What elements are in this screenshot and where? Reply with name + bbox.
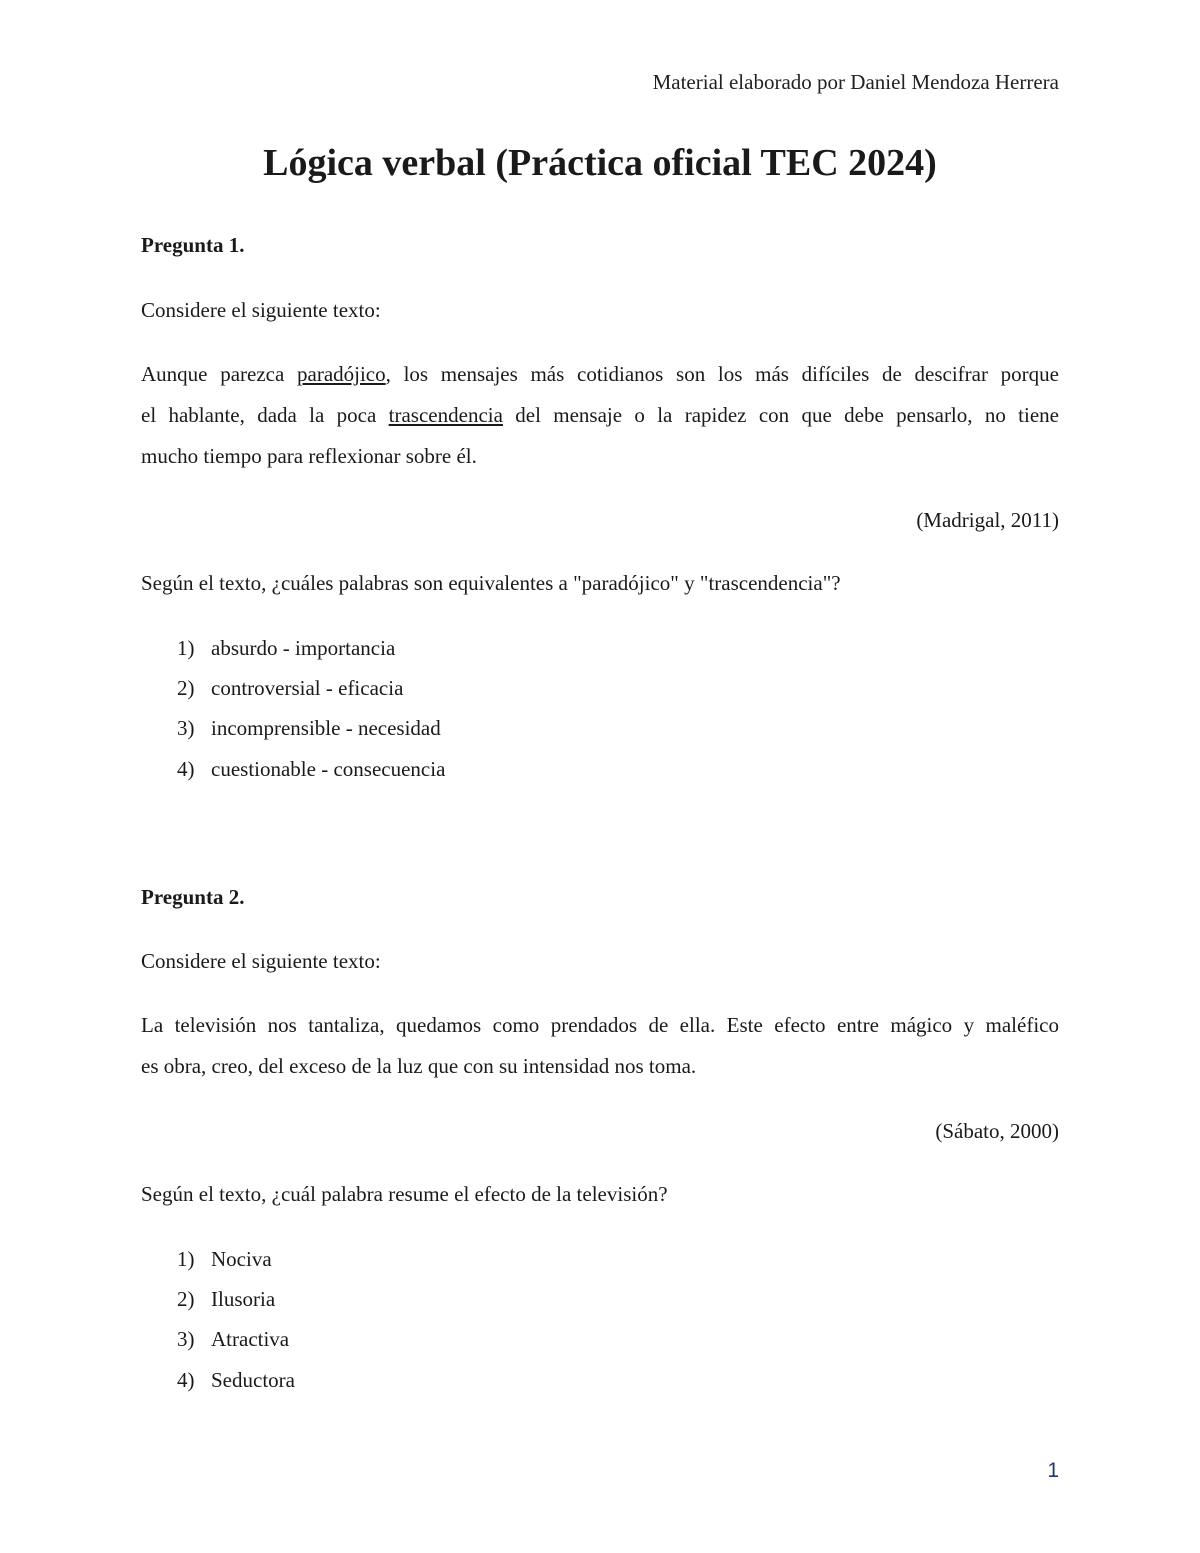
page-number: 1 bbox=[1047, 1459, 1059, 1482]
question-2-option-2 bbox=[177, 1287, 275, 1312]
option-number: 1) bbox=[177, 1247, 195, 1271]
option-number: 3) bbox=[177, 716, 195, 740]
option-number: 1) bbox=[177, 636, 195, 660]
option-number: 4) bbox=[177, 1368, 195, 1392]
passage-text: , los mensajes más cotidianos son los más difíciles de descifrar porque bbox=[385, 362, 1059, 386]
passage-text: el hablante, dada la poca bbox=[141, 403, 389, 427]
option-text: controversial - eficacia bbox=[211, 676, 404, 700]
question-2-prompt: Según el texto, ¿cuál palabra resume el efecto de la televisión? bbox=[141, 1182, 668, 1206]
page-header: Material elaborado por Daniel Mendoza Herrera bbox=[652, 70, 1059, 94]
option-text: Seductora bbox=[211, 1368, 295, 1392]
question-1-passage-line-3: mucho tiempo para reflexionar sobre él. bbox=[141, 444, 477, 468]
option-number: 2) bbox=[177, 1287, 195, 1311]
question-2-passage-line-2: es obra, creo, del exceso de la luz que con su intensidad nos toma. bbox=[141, 1054, 697, 1078]
question-1-option-2 bbox=[177, 676, 403, 701]
option-number: 3) bbox=[177, 1327, 195, 1351]
question-1-option-1 bbox=[177, 636, 395, 661]
question-1-intro: Considere el siguiente texto: bbox=[141, 298, 381, 322]
question-2-intro: Considere el siguiente texto: bbox=[141, 949, 381, 973]
question-2-citation: (Sábato, 2000) bbox=[935, 1119, 1059, 1143]
underlined-word-paradojico: paradójico bbox=[297, 362, 386, 386]
option-text: Nociva bbox=[211, 1247, 272, 1271]
option-text: Atractiva bbox=[211, 1327, 290, 1351]
question-1-heading: Pregunta 1. bbox=[141, 233, 245, 257]
question-1-passage-line-2 bbox=[141, 403, 1059, 428]
document-title: Lógica verbal (Práctica oficial TEC 2024) bbox=[263, 142, 937, 184]
question-2-option-3 bbox=[177, 1327, 289, 1352]
passage-text: Aunque parezca bbox=[141, 362, 297, 386]
question-1-citation: (Madrigal, 2011) bbox=[916, 508, 1059, 532]
question-1-prompt: Según el texto, ¿cuáles palabras son equivalentes a "paradójico" y "trascendencia"? bbox=[141, 571, 841, 595]
option-number: 2) bbox=[177, 676, 195, 700]
option-text: Ilusoria bbox=[211, 1287, 276, 1311]
question-1-option-3 bbox=[177, 716, 441, 741]
question-2-passage-line-1: La televisión nos tantaliza, quedamos como prendados de ella. Este efecto entre mágico y maléfico bbox=[141, 1013, 1059, 1037]
option-text: absurdo - importancia bbox=[211, 636, 396, 660]
option-text: incomprensible - necesidad bbox=[211, 716, 441, 740]
passage-text: del mensaje o la rapidez con que debe pensarlo, no tiene bbox=[502, 403, 1059, 427]
question-2-heading: Pregunta 2. bbox=[141, 885, 245, 909]
question-1-passage-line-1 bbox=[141, 362, 1059, 387]
option-number: 4) bbox=[177, 757, 195, 781]
underlined-word-trascendencia: trascendencia bbox=[388, 403, 503, 427]
option-text: cuestionable - consecuencia bbox=[211, 757, 446, 781]
question-2-option-4 bbox=[177, 1368, 295, 1393]
question-2-option-1 bbox=[177, 1247, 272, 1272]
question-1-option-4 bbox=[177, 757, 445, 782]
